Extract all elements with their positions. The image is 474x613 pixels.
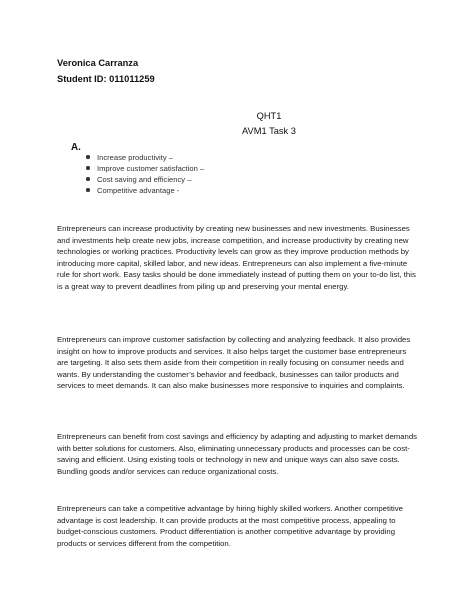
list-item xyxy=(97,185,204,196)
list-item xyxy=(97,174,204,185)
list-item xyxy=(97,152,204,163)
paragraph-productivity: Entrepreneurs can increase productivity by creating new businesses and new investments. Businesses and investments help create new jobs, increase competition, and increase productivity by creating new technologies or working practices. Productivity levels can grow as they improve production methods by introducing more capital, skilled labor, and new ideas. Entrepreneurs can also implement a five-minute rule for short work. Easy tasks should be done immediately instead of putting them on your to-do list, this is a great way to prevent deadlines from piling up and preserving your mental energy. xyxy=(57,224,416,291)
bullet-icon xyxy=(86,166,90,170)
task-title: AVM1 Task 3 xyxy=(242,126,296,136)
list-item xyxy=(97,163,204,174)
student-id: Student ID: 011011259 xyxy=(57,74,155,84)
author-name: Veronica Carranza xyxy=(57,58,139,68)
author-block xyxy=(57,55,155,87)
paragraph-customer-satisfaction: Entrepreneurs can improve customer satisfaction by collecting and analyzing feedback. It also provides insight on how to improve products and services. It also helps target the customer base entrepreneurs are targeting. It also sets them aside from their competition in really focusing on consumer needs and wants. By understanding the customer’s behavior and feedback, businesses can tailor products and services to meet demands. It can also make businesses more responsive to inquiries and complaints. xyxy=(57,335,411,390)
paragraph-competitive-advantage: Entrepreneurs can take a competitive advantage by hiring highly skilled workers. Another competitive advantage is cost leadership. It can provide products at the most competitive process, appealing to budget-conscious customers. Product differentiation is another competitive advantage by providing products or services different from the competition. xyxy=(57,504,403,548)
bullet-text: Competitive advantage - xyxy=(97,186,180,195)
paragraph-cost-savings: Entrepreneurs can benefit from cost savings and efficiency by adapting and adjusting to market demands with better solutions for customers. Also, eliminating unnecessary products and processes can be cost-saving and efficient. Using existing tools or technology in new and unique ways can also save costs. Bundling goods and/or services can reduce organizational costs. xyxy=(57,432,418,476)
bullet-icon xyxy=(86,155,90,159)
bullet-icon xyxy=(86,177,90,181)
document-heading xyxy=(0,109,474,139)
course-code: QHT1 xyxy=(256,111,282,121)
bullet-list xyxy=(97,152,204,196)
bullet-text: Improve customer satisfaction – xyxy=(97,164,205,173)
bullet-text: Cost saving and efficiency – xyxy=(97,175,192,184)
bullet-icon xyxy=(86,188,90,192)
section-label: A. xyxy=(71,142,81,153)
bullet-text: Increase productivity – xyxy=(97,153,173,162)
